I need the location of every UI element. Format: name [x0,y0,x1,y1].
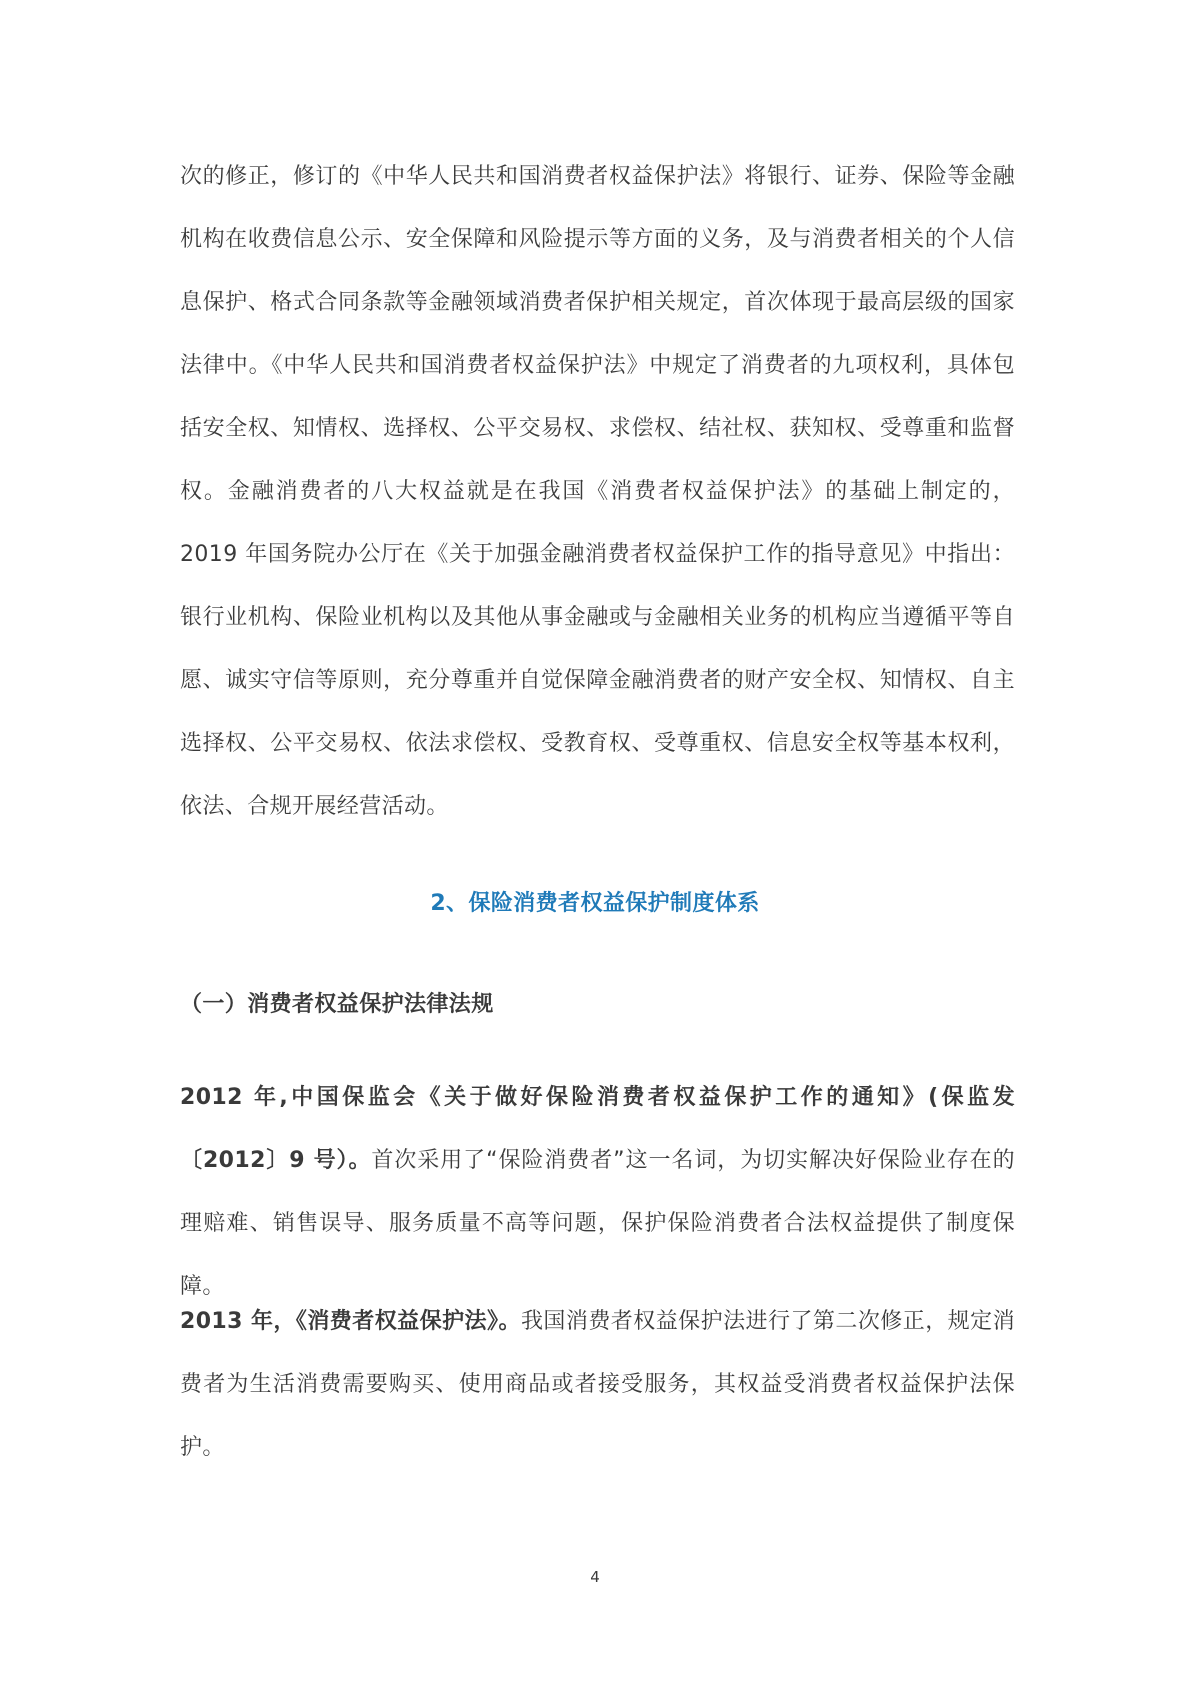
page-number: 4 [590,1568,600,1586]
intro-paragraph: 次的修正，修订的《中华人民共和国消费者权益保护法》将银行、证券、保险等金融机构在收费信息公示、安全保障和风险提示等方面的义务，及与消费者相关的个人信息保护、格式合同条款等金融领域消费者保护相关规定，首次体现于最高层级的国家法律中。《中华人民共和国消费者权益保护法》中规定了消费者的九项权利，具体包括安全权、知情权、选择权、公平交易权、求偿权、结社权、获知权、受尊重和监督权。金融消费者的八大权益就是在我国《消费者权益保护法》的基础上制定的，2019 年国务院办公厅在《关于加强金融消费者权益保护工作的指导意见》中指出：银行业机构、保险业机构以及其他从事金融或与金融相关业务的机构应当遵循平等自愿、诚实守信等原则，充分尊重并自觉保障金融消费者的财产安全权、知情权、自主选择权、公平交易权、依法求偿权、受教育权、受尊重权、信息安全权等基本权利，依法、合规开展经营活动。 [180,164,1015,819]
item-2013-paragraph [180,1290,1015,1479]
item-2013-lead: 2013 年，《消费者权益保护法》。 [180,1309,521,1334]
sub-heading: （一）消费者权益保护法律法规 [180,992,494,1017]
item-2012-text [180,1066,1015,1318]
item-2013-text [180,1290,1015,1479]
item-2013-body: 我国消费者权益保护法进行了第二次修正，规定消费者为生活消费需要购买、使用商品或者接受服务，其权益受消费者权益保护法保护。 [180,1309,1015,1460]
item-2012-paragraph [180,1066,1015,1318]
section-heading: 2、保险消费者权益保护制度体系 [430,891,760,916]
item-2012-lead: 2012 年,中国保监会《关于做好保险消费者权益保护工作的通知》(保监发〔2012〕9 号）。 [180,1085,1015,1173]
item-2012-body: 首次采用了“保险消费者”这一名词，为切实解决好保险业存在的理赔难、销售误导、服务质量不高等问题，保护保险消费者合法权益提供了制度保障。 [180,1148,1015,1299]
intro-paragraph-block [180,145,1015,838]
